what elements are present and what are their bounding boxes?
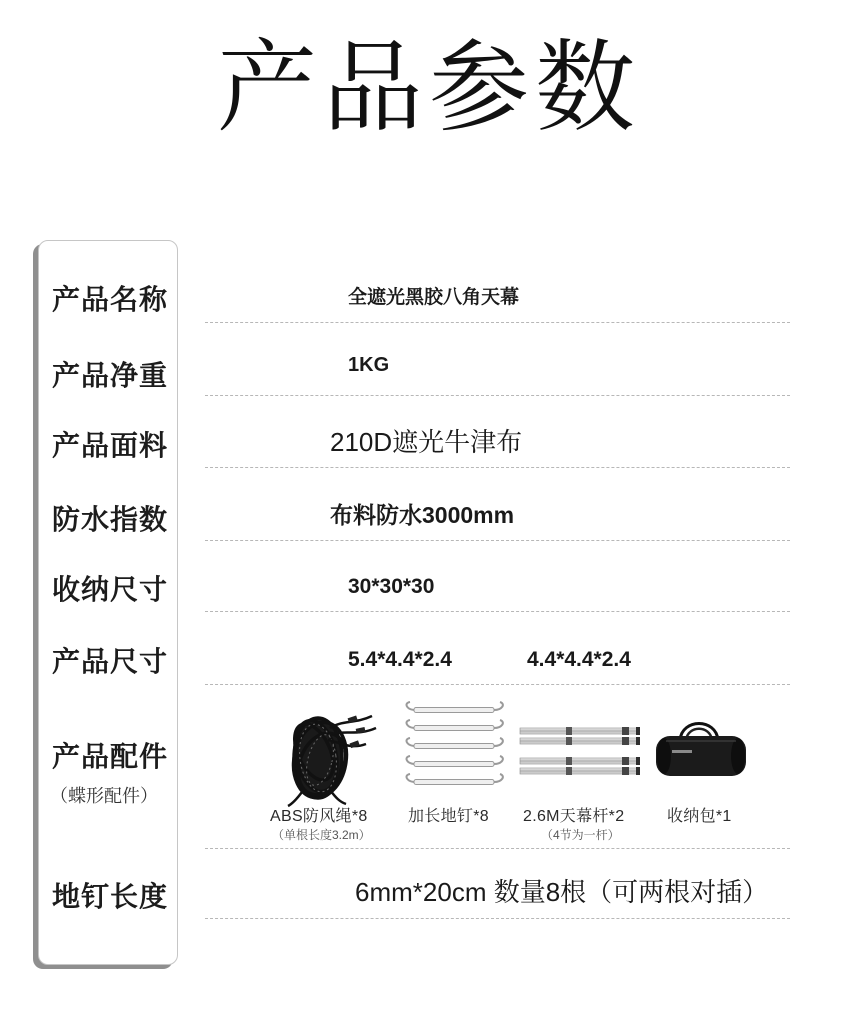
row-divider: [205, 395, 790, 396]
accessory-poles-name: 2.6M天幕杆*2: [523, 808, 625, 825]
value-net-weight: 1KG: [348, 354, 390, 376]
stake: [407, 738, 503, 749]
label-fabric: 产品面料: [52, 429, 169, 462]
label-accessories: 产品配件: [52, 740, 169, 773]
value-stake-length: 6mm*20cm 数量8根（可两根对插）: [355, 877, 769, 907]
row-divider: [205, 611, 790, 612]
row-divider: [205, 467, 790, 468]
label-product-name: 产品名称: [52, 283, 169, 316]
value-packed-size: 30*30*30: [348, 575, 435, 598]
row-divider: [205, 540, 790, 541]
label-accessories-sub: （蝶形配件）: [50, 786, 158, 807]
label-stake-length: 地钉长度: [52, 880, 169, 913]
label-waterproof: 防水指数: [52, 503, 169, 536]
label-packed-size: 收纳尺寸: [52, 573, 169, 606]
pole: [520, 767, 640, 775]
value-product-size-1: 5.4*4.4*2.4: [348, 648, 452, 671]
stake: [407, 774, 503, 785]
stake: [407, 756, 503, 767]
row-divider: [205, 918, 790, 919]
accessory-stakes-name: 加长地钉*8: [408, 808, 489, 825]
value-waterproof: 布料防水3000mm: [330, 502, 515, 528]
value-fabric: 210D遮光牛津布: [330, 427, 523, 457]
label-product-size: 产品尺寸: [52, 645, 169, 678]
stake: [407, 720, 503, 731]
pole: [520, 757, 640, 765]
row-divider: [205, 684, 790, 685]
accessory-rope-name: ABS防风绳*8: [270, 808, 368, 825]
poles-illustration: [516, 722, 644, 782]
bag-logo: [672, 750, 692, 753]
bag-illustration: [652, 716, 750, 780]
page-title: 产品参数: [217, 29, 641, 146]
row-divider: [205, 322, 790, 323]
accessory-poles-note: （4节为一杆）: [541, 828, 620, 842]
accessory-rope-note: （单根长度3.2m）: [272, 828, 371, 842]
stake: [407, 702, 503, 713]
label-net-weight: 产品净重: [52, 359, 169, 392]
accessory-bag-name: 收纳包*1: [667, 808, 732, 825]
value-product-name: 全遮光黑胶八角天幕: [348, 287, 520, 308]
pole: [520, 737, 640, 745]
rope-illustration: [280, 700, 380, 808]
row-divider: [205, 848, 790, 849]
value-product-size-2: 4.4*4.4*2.4: [527, 648, 631, 671]
stakes-illustration: [398, 702, 512, 796]
pole: [520, 727, 640, 735]
rope-coil: [287, 717, 355, 802]
